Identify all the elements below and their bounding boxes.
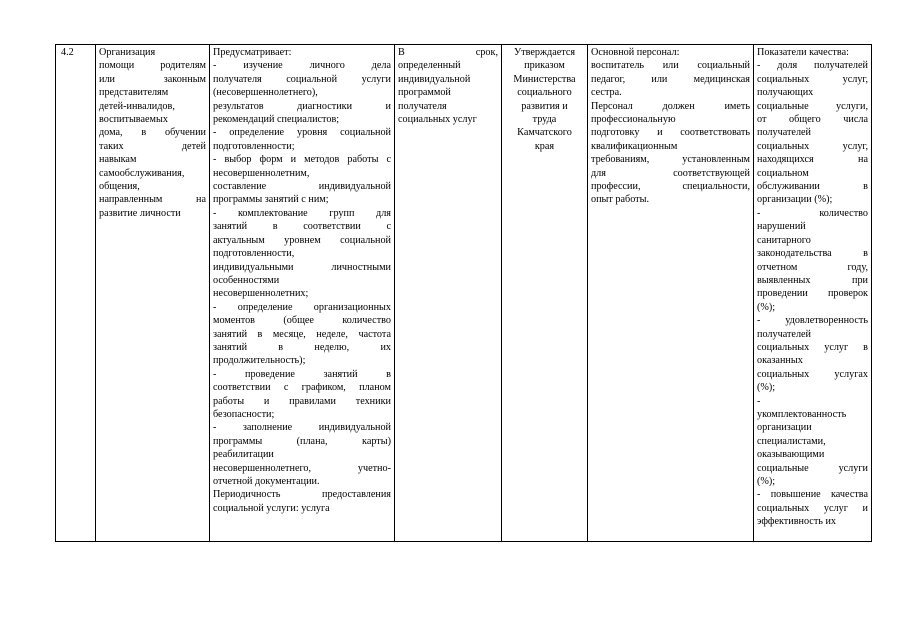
cell-text-line: реабилитации [213, 449, 274, 461]
cell-text-line: занятий в неделю, их [213, 341, 391, 353]
services-table [55, 44, 872, 542]
cell-text-line: несовершеннолетним, [213, 167, 310, 179]
cell-text-line: социальные услуги [757, 462, 868, 474]
cell-text-line: для соответствующей [591, 167, 750, 179]
cell-text-line: направленным на [99, 194, 206, 206]
cell-text-line: - комплектование групп для [213, 207, 391, 219]
cell-text-line: социальных услуг, [757, 73, 868, 85]
cell-text-line: развития и [521, 100, 568, 112]
cell-text-line: самообслуживания, [99, 167, 185, 179]
cell-text-line: - определение уровня социальной [213, 127, 391, 139]
cell-text-line: (%); [757, 301, 776, 313]
cell-text-line: получающих [757, 87, 814, 99]
cell-text-line: - изучение личного дела [213, 60, 391, 72]
cell-text-line: подготовленности, [213, 248, 295, 260]
cell-text-line: педагог, или медицинская [591, 73, 750, 85]
cell-text-line: дома, в обучении [99, 127, 206, 139]
cell-text-line: актуальным уровнем социальной [213, 234, 391, 246]
cell-text-line: - [757, 395, 761, 407]
cell-text-line: сестра. [591, 87, 622, 99]
cell-text-line: или законным [99, 73, 206, 85]
cell-text-line: социального [517, 87, 572, 99]
cell-text-line: программы занятий с ним; [213, 194, 329, 206]
cell-text-line: - проведение занятий в [213, 368, 391, 380]
cell-text-line: эффективность их [757, 516, 837, 528]
cell-text-line: требованиям, установленным [591, 154, 750, 166]
cell-text-line: Организация [99, 47, 156, 58]
cell-text-line: опыт работы. [591, 194, 649, 206]
cell-text-line: воспитатель или социальный [591, 60, 750, 72]
cell-text-line: - выбор форм и методов работы с [213, 154, 391, 166]
quality-cell [754, 45, 872, 542]
cell-text-line: моментов (общее количество [213, 315, 391, 327]
cell-text-line: определенный [398, 60, 461, 72]
cell-text-line: социальных услуг [398, 114, 477, 126]
cell-text-line: санитарного [757, 234, 811, 246]
cell-text-line: организации (%); [757, 194, 833, 206]
cell-text-line: (несовершеннолетнего), [213, 87, 318, 99]
cell-text-line: развитие личности [99, 207, 181, 219]
cell-text-line: - количество [757, 207, 868, 219]
cell-text-line: составление индивидуальной [213, 181, 391, 193]
cell-text-line: Министерства [513, 73, 576, 85]
cell-text-line: работы и правилами техники [213, 395, 391, 407]
cell-text-line: (%); [757, 382, 776, 394]
cell-text-line: обслуживании в [757, 181, 868, 193]
cell-text-line: законодательства в [757, 248, 868, 260]
cell-text-line: специалистами, [757, 435, 826, 447]
cell-text-line: Показатели качества: [757, 47, 849, 58]
cell-text-line: оказанных [757, 355, 803, 367]
cell-text-line: социальных услугах [757, 368, 868, 380]
cell-text-line: занятий в соответствии с [213, 221, 391, 233]
cell-text-line: - доля получателей [757, 60, 868, 72]
table-row [56, 45, 872, 542]
cell-text-line: Основной персонал: [591, 47, 680, 58]
cell-text-line: Предусматривает: [213, 47, 292, 58]
cell-text-line: социальные услуги, [757, 100, 868, 112]
cell-text-line: В срок, [398, 47, 498, 58]
service-name-cell [96, 45, 210, 542]
cell-text-line: от общего числа [757, 114, 868, 126]
term-cell [395, 45, 502, 542]
cell-text-line: выявленных при [757, 274, 868, 286]
cell-text-line: организации [757, 422, 812, 434]
cell-text-line: находящихся на [757, 154, 868, 166]
cell-text-line: профессиональную [591, 114, 676, 126]
cell-text-line: результатов диагностики и [213, 100, 391, 112]
cell-text-line: помощи родителям [99, 60, 206, 72]
cell-text-line: программой [398, 87, 451, 99]
cell-text-line: индивидуальной [398, 73, 471, 85]
cell-text-line: продолжительность); [213, 355, 306, 367]
cell-text-line: - определение организационных [213, 301, 391, 313]
cell-text-line: - повышение качества [757, 489, 868, 501]
cell-text-line: безопасности; [213, 408, 275, 420]
conditions-cell [588, 45, 754, 542]
cell-text-line: отчетной документации. [213, 476, 320, 487]
cell-text-line: социальных услуг и [757, 502, 868, 514]
cell-text-line: отчетном году, [757, 261, 868, 273]
cell-text-line: навыкам [99, 154, 137, 166]
cell-text-line: социальных услуг в [757, 341, 868, 353]
cell-text-line: оказывающими [757, 449, 825, 461]
tariff-cell [502, 45, 588, 542]
cell-text-line: края [534, 140, 555, 152]
cell-text-line: получателей [757, 328, 812, 340]
cell-text-line: подготовку и соответствовать [591, 127, 750, 139]
cell-text-line: общения, [99, 181, 140, 193]
cell-text-line: занятий в месяце, неделе, частота [213, 328, 391, 340]
cell-text-line: представителям [99, 87, 169, 99]
cell-text-line: особенностями [213, 274, 280, 286]
cell-text-line: индивидуальными личностными [213, 261, 391, 273]
cell-text-line: труда [532, 114, 557, 126]
cell-text-line: несовершеннолетних; [213, 288, 309, 300]
row-number: 4.2 [61, 47, 74, 58]
cell-text-line: квалификационным [591, 140, 678, 152]
cell-text-line: проведении проверок [757, 288, 868, 300]
cell-text-line: воспитываемых [99, 114, 168, 126]
cell-text-line: подготовленности; [213, 140, 295, 152]
cell-text-line: программы (плана, карты) [213, 435, 391, 447]
cell-text-line: получателей [757, 127, 812, 139]
cell-text-line: - заполнение индивидуальной [213, 422, 391, 434]
cell-text-line: соответствии с графиком, планом [213, 382, 391, 394]
cell-text-line: рекомендаций специалистов; [213, 114, 340, 126]
row-number-cell [56, 45, 96, 542]
cell-text-line: приказом [524, 60, 565, 72]
cell-text-line: - удовлетворенность [757, 315, 868, 327]
cell-text-line: социальном [757, 167, 809, 179]
cell-text-line: Камчатского [517, 127, 572, 139]
cell-text-line: получателя социальной услуги [213, 73, 391, 85]
cell-text-line: социальной услуги: услуга [213, 502, 330, 514]
description-cell [210, 45, 395, 542]
cell-text-line: несовершеннолетнего, учетно- [213, 462, 391, 474]
cell-text-line: получателя [398, 100, 447, 112]
cell-text-line: Персонал должен иметь [591, 100, 750, 112]
cell-text-line: таких детей [99, 140, 206, 152]
cell-text-line: нарушений [757, 221, 806, 233]
cell-text-line: социальных услуг, [757, 140, 868, 152]
cell-text-line: укомплектованность [757, 408, 847, 420]
cell-text-line: Периодичность предоставления [213, 489, 391, 501]
cell-text-line: (%); [757, 476, 776, 487]
cell-text-line: профессии, специальности, [591, 181, 750, 193]
cell-text-line: детей-инвалидов, [99, 100, 175, 112]
cell-text-line: Утверждается [513, 47, 576, 58]
